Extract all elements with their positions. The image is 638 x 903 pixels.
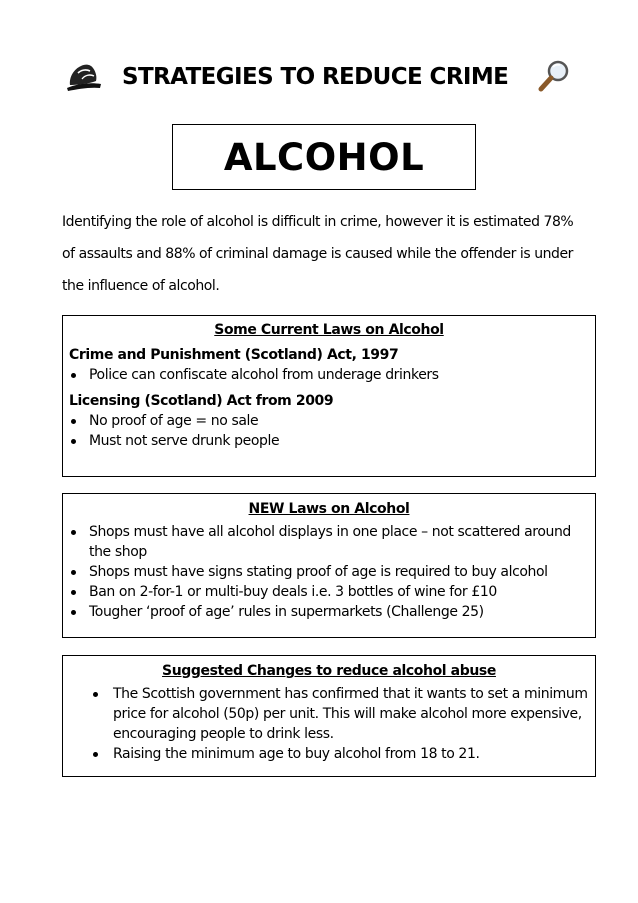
act-items: [69, 365, 589, 385]
current-laws-box: [62, 315, 596, 477]
list-item: Must not serve drunk people: [69, 431, 589, 451]
list-item: Ban on 2-for-1 or multi-buy deals i.e. 3 bottles of wine for £10: [69, 582, 589, 602]
act-items: [69, 411, 589, 451]
list-item: The Scottish government has confirmed that it wants to set a minimum price for alcohol (50p) per unit. This will make alcohol more expensive, encouraging people to drink less.: [91, 684, 589, 744]
list-item: Shops must have all alcohol displays in one place – not scattered around the shop: [69, 522, 589, 562]
new-laws-list: [69, 522, 589, 622]
suggested-changes-list: [69, 684, 589, 764]
act-title: Crime and Punishment (Scotland) Act, 1997: [69, 347, 399, 363]
new-laws-title: NEW Laws on Alcohol: [248, 501, 410, 517]
intro-paragraph: Identifying the role of alcohol is difficult in crime, however it is estimated 78% of assaults and 88% of criminal damage is caused while the offender is under the influence of alcohol.: [62, 214, 574, 294]
detective-hat-icon: [66, 60, 102, 94]
topic-box: [172, 124, 476, 190]
list-item: Tougher ‘proof of age’ rules in supermarkets (Challenge 25): [69, 602, 589, 622]
list-item: Raising the minimum age to buy alcohol from 18 to 21.: [91, 744, 589, 764]
current-laws-title: Some Current Laws on Alcohol: [214, 322, 444, 338]
topic-title: ALCOHOL: [223, 136, 425, 179]
act-title: Licensing (Scotland) Act from 2009: [69, 393, 334, 409]
magnifying-glass-icon: [536, 58, 572, 94]
list-item: Police can confiscate alcohol from underage drinkers: [69, 365, 589, 385]
suggested-changes-box: [62, 655, 596, 777]
new-laws-box: [62, 493, 596, 638]
page-title: STRATEGIES TO REDUCE CRIME: [122, 64, 509, 90]
page-header: [62, 58, 574, 98]
list-item: Shops must have signs stating proof of age is required to buy alcohol: [69, 562, 589, 582]
list-item: No proof of age = no sale: [69, 411, 589, 431]
suggested-changes-title: Suggested Changes to reduce alcohol abuse: [162, 663, 496, 679]
